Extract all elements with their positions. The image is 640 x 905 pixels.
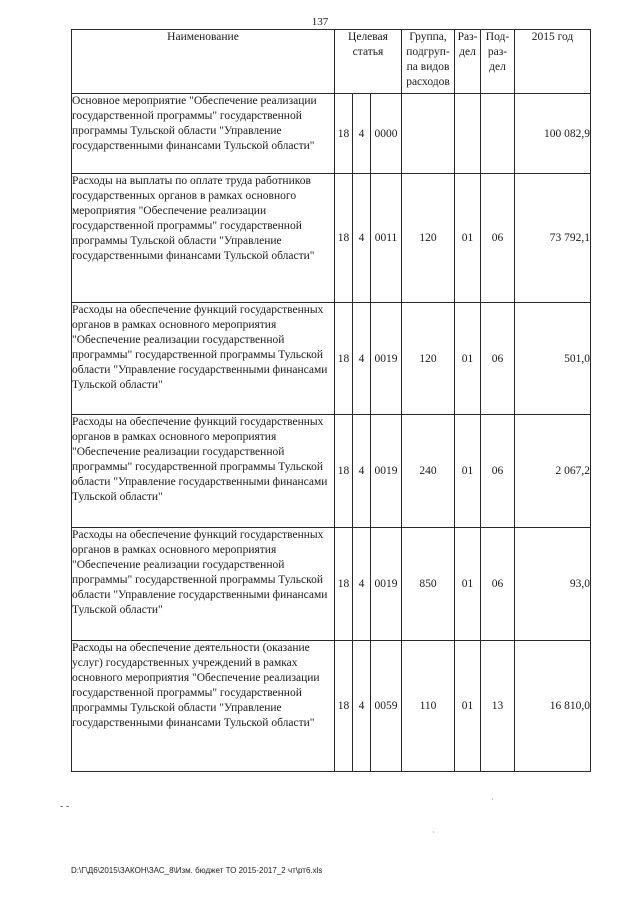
scan-speck: ·: [491, 795, 494, 804]
row-group: 240: [402, 415, 455, 528]
row-group: 120: [402, 303, 455, 415]
row-code-1: 18: [335, 528, 353, 641]
row-amount: 73 792,1: [515, 174, 591, 303]
row-code-3: 0011: [371, 174, 402, 303]
margin-mark: - -: [60, 801, 70, 812]
row-amount: 16 810,0: [515, 641, 591, 772]
page-number: 137: [311, 16, 329, 28]
header-section: Раз- дел: [455, 30, 481, 94]
row-amount: 2 067,2: [515, 415, 591, 528]
row-subsection: 06: [481, 174, 515, 303]
scan-speck: ·: [432, 828, 435, 837]
row-name: Расходы на обеспечение функций государственных органов в рамках основного мероприятия "Обеспечение реализации государственной программы" государственной программы Тульской области "Управление государственными финансами Тульской области": [72, 303, 335, 415]
row-subsection: 06: [481, 528, 515, 641]
table-row: [72, 174, 591, 303]
table-row: [72, 528, 591, 641]
row-subsection: 06: [481, 303, 515, 415]
row-section: 01: [455, 415, 481, 528]
row-code-1: 18: [335, 174, 353, 303]
row-code-3: 0019: [371, 528, 402, 641]
row-section: 01: [455, 528, 481, 641]
row-name: Расходы на обеспечение функций государственных органов в рамках основного мероприятия "Обеспечение реализации государственной программы" государственной программы Тульской области "Управление государственными финансами Тульской области": [72, 415, 335, 528]
header-name: Наименование: [72, 30, 335, 94]
header-subsection: Под- раз- дел: [481, 30, 515, 94]
row-name: Расходы на обеспечение функций государственных органов в рамках основного мероприятия "Обеспечение реализации государственной программы" государственной программы Тульской области "Управление государственными финансами Тульской области": [72, 528, 335, 641]
row-section: [455, 94, 481, 174]
row-group: 110: [402, 641, 455, 772]
row-name: Расходы на обеспечение деятельности (оказание услуг) государственных учреждений в рамках основного мероприятия "Обеспечение реализации государственной программы" государственной программы Тульской области "Управление государственными финансами Тульской области": [72, 641, 335, 772]
row-code-2: 4: [353, 174, 371, 303]
row-code-3: 0059: [371, 641, 402, 772]
row-amount: 93,0: [515, 528, 591, 641]
row-group: 120: [402, 174, 455, 303]
row-amount: 100 082,9: [515, 94, 591, 174]
row-section: 01: [455, 641, 481, 772]
table-row: [72, 94, 591, 174]
row-section: 01: [455, 174, 481, 303]
row-subsection: [481, 94, 515, 174]
table-header-row: [72, 30, 591, 94]
row-code-2: 4: [353, 303, 371, 415]
row-code-3: 0019: [371, 415, 402, 528]
row-code-1: 18: [335, 415, 353, 528]
row-section: 01: [455, 303, 481, 415]
row-name: Расходы на выплаты по оплате труда работников государственных органов в рамках основного мероприятия "Обеспечение реализации государственной программы" государственной программы Тульской области "Управление государственными финансами Тульской области": [72, 174, 335, 303]
row-subsection: 13: [481, 641, 515, 772]
row-name: Основное мероприятие "Обеспечение реализации государственной программы" государственной программы Тульской области "Управление государственными финансами Тульской области": [72, 94, 335, 174]
row-code-1: 18: [335, 641, 353, 772]
table-row: [72, 303, 591, 415]
row-code-2: 4: [353, 528, 371, 641]
row-code-3: 0000: [371, 94, 402, 174]
footer-file-path: D:\Г\Д6\2015\ЗАКОН\ЗАС_8\Изм. бюджет ТО 2015-2017_2 чт\рт6.xls: [71, 866, 323, 875]
header-group: Группа, подгруп- па видов расходов: [402, 30, 455, 94]
row-subsection: 06: [481, 415, 515, 528]
row-amount: 501,0: [515, 303, 591, 415]
budget-table: [71, 29, 591, 772]
row-group: 850: [402, 528, 455, 641]
row-code-3: 0019: [371, 303, 402, 415]
row-group: [402, 94, 455, 174]
row-code-1: 18: [335, 94, 353, 174]
row-code-1: 18: [335, 303, 353, 415]
row-code-2: 4: [353, 94, 371, 174]
table-row: [72, 641, 591, 772]
header-year: 2015 год: [515, 30, 591, 94]
table-row: [72, 415, 591, 528]
row-code-2: 4: [353, 415, 371, 528]
row-code-2: 4: [353, 641, 371, 772]
header-target-article: Целевая статья: [335, 30, 402, 94]
